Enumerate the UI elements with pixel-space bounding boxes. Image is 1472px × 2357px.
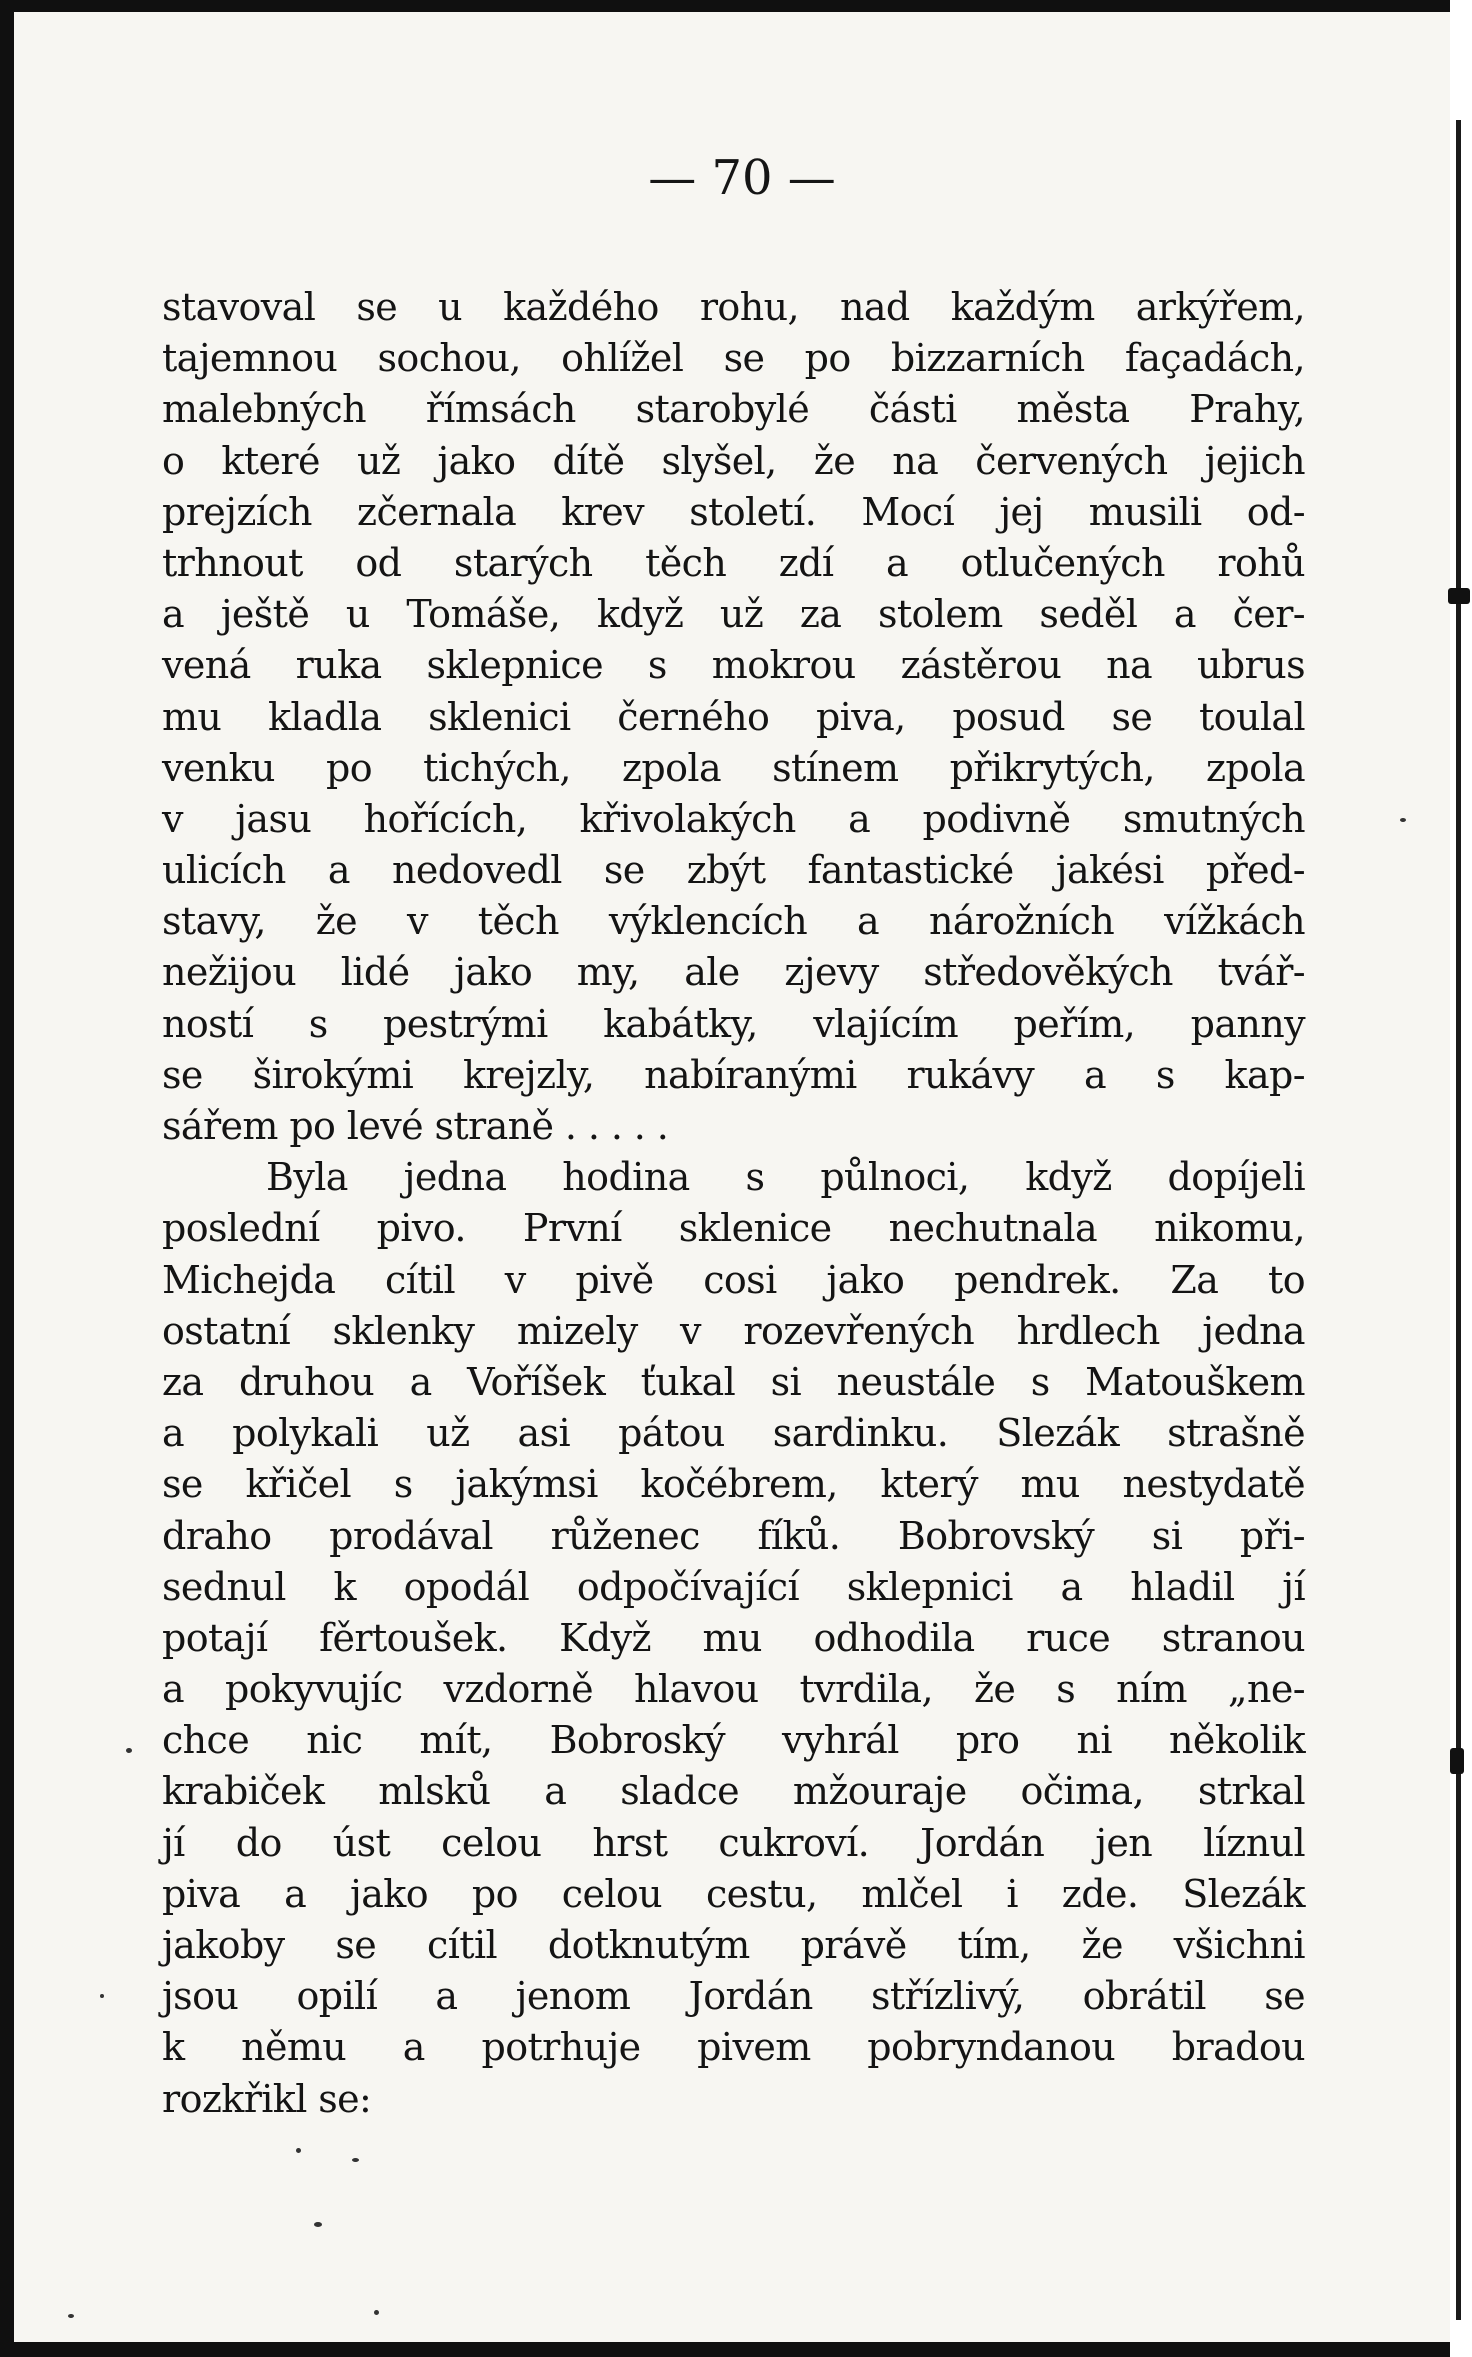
text-line: v jasu hořících, křivolakých a podivně smutných xyxy=(162,796,1305,841)
text-line: za druhou a Voříšek ťukal si neustále s Matouškem xyxy=(162,1359,1305,1404)
paper-speck xyxy=(126,1748,132,1753)
paragraph-end-line: rozkřikl se: xyxy=(162,2076,372,2121)
text-line: o které už jako dítě slyšel, že na červených jejich xyxy=(162,438,1305,483)
text-line: malebných římsách starobylé části města Prahy, xyxy=(162,387,1305,432)
text-line: sednul k opodál odpočívající sklepnici a hladil jí xyxy=(162,1564,1305,1609)
binding-mark xyxy=(1450,1748,1464,1774)
text-line: Michejda cítil v pivě cosi jako pendrek. Za to xyxy=(162,1257,1305,1302)
paper-speck xyxy=(68,2314,74,2318)
text-line: k němu a potrhuje pivem pobryndanou bradou xyxy=(162,2025,1305,2070)
text-line: trhnout od starých těch zdí a otlučených rohů xyxy=(162,540,1305,585)
paper-speck xyxy=(314,2222,322,2227)
text-line: jí do úst celou hrst cukroví. Jordán jen líznul xyxy=(162,1820,1305,1865)
paragraph-first-line: Byla jedna hodina s půlnoci, když dopíjeli xyxy=(266,1155,1305,1200)
text-line: vená ruka sklepnice s mokrou zástěrou na ubrus xyxy=(162,643,1305,688)
paper-speck xyxy=(296,2148,301,2153)
body-text xyxy=(162,282,1305,2125)
paper-speck xyxy=(1400,818,1406,822)
text-line: tajemnou sochou, ohlížel se po bizzarních façadách, xyxy=(162,336,1305,381)
scan-edge xyxy=(1450,0,1472,2357)
text-line: chce nic mít, Bobroský vyhrál pro ni několik xyxy=(162,1718,1305,1763)
text-line: jakoby se cítil dotknutým právě tím, že všichni xyxy=(162,1923,1305,1967)
text-line: potají fěrtoušek. Když mu odhodila ruce stranou xyxy=(162,1615,1305,1660)
text-line: a ještě u Tomáše, když už za stolem seděl a čer- xyxy=(162,592,1305,637)
text-line: nežijou lidé jako my, ale zjevy středověkých tvář- xyxy=(162,950,1305,995)
text-line: stavoval se u každého rohu, nad každým arkýřem, xyxy=(162,285,1305,329)
paper-speck xyxy=(100,1994,104,1998)
text-line: jsou opilí a jenom Jordán střízlivý, obrátil se xyxy=(162,1974,1305,2019)
text-line: poslední pivo. První sklenice nechutnala nikomu, xyxy=(162,1206,1305,1251)
paragraph-end-line: sářem po levé straně . . . . . xyxy=(162,1104,669,1148)
text-line: venku po tichých, zpola stínem přikrytých, zpola xyxy=(162,745,1305,790)
book-page xyxy=(14,12,1450,2342)
text-line: ostatní sklenky mizely v rozevřených hrdlech jedna xyxy=(162,1308,1305,1353)
binding-mark xyxy=(1448,588,1470,604)
text-line: prejzích zčernala krev století. Mocí jej musili od- xyxy=(162,489,1305,534)
text-line: mu kladla sklenici černého piva, posud se toulal xyxy=(162,694,1305,739)
paper-speck xyxy=(374,2310,379,2315)
text-line: se křičel s jakýmsi kočébrem, který mu nestydatě xyxy=(162,1462,1305,1507)
text-line: ností s pestrými kabátky, vlajícím peřím, panny xyxy=(162,1001,1305,1046)
text-line: stavy, že v těch výklencích a nárožních vížkách xyxy=(162,899,1305,944)
text-line: ulicích a nedovedl se zbýt fantastické jakési před- xyxy=(162,848,1305,893)
paper-speck xyxy=(352,2158,359,2162)
binding-edge xyxy=(1456,120,1461,2320)
text-line: krabiček mlsků a sladce mžouraje očima, strkal xyxy=(162,1769,1305,1814)
text-line: piva a jako po celou cestu, mlčel i zde. Slezák xyxy=(162,1871,1305,1916)
text-line: draho prodával růženec fíků. Bobrovský si při- xyxy=(162,1513,1305,1558)
text-line: a pokyvujíc vzdorně hlavou tvrdila, že s ním „ne- xyxy=(162,1667,1305,1712)
text-line: a polykali už asi pátou sardinku. Slezák strašně xyxy=(162,1411,1305,1456)
page-number: — 70 — xyxy=(648,150,836,206)
text-line: se širokými krejzly, nabíranými rukávy a s kap- xyxy=(162,1052,1305,1097)
